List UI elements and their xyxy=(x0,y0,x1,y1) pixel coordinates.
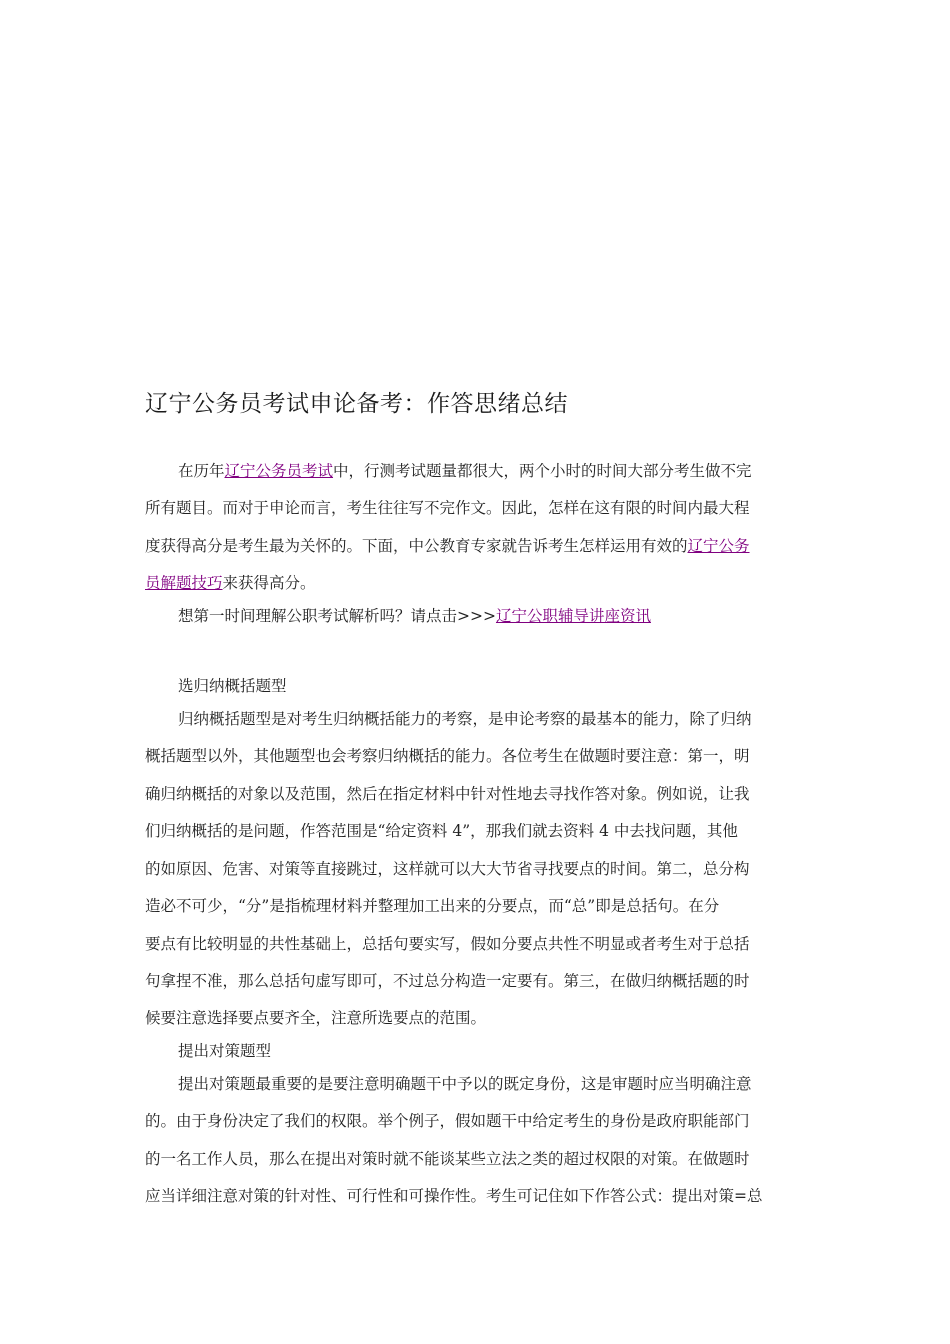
section-heading: 选归纳概括题型 xyxy=(178,677,287,695)
lecture-link[interactable]: 辽宁公职辅导讲座资讯 xyxy=(495,607,651,625)
intro-line-5 xyxy=(178,606,651,626)
intro-text: 中，行测考试题量都很大，两个小时的时间大部分考生做不完 xyxy=(333,462,752,480)
tips-link-continued[interactable]: 员解题技巧 xyxy=(145,574,223,592)
paragraph-line: 归纳概括题型是对考生归纳概括能力的考察，是申论考察的最基本的能力，除了归纳 xyxy=(178,710,752,728)
intro-line-2: 所有题目。而对于申论而言，考生往往写不完作文。因此，怎样在这有限的时间内最大程 xyxy=(145,499,750,517)
paragraph-line: 概括题型以外，其他题型也会考察归纳概括的能力。各位考生在做题时要注意：第一，明 xyxy=(145,747,750,765)
intro-text: 在历年 xyxy=(178,462,225,480)
intro-line-4 xyxy=(145,573,316,593)
section-heading: 提出对策题型 xyxy=(178,1042,272,1060)
intro-text: 度获得高分是考生最为关怀的。下面，中公教育专家就告诉考生怎样运用有效的 xyxy=(145,537,688,555)
paragraph-line: 的如原因、危害、对策等直接跳过，这样就可以大大节省寻找要点的时间。第二，总分构 xyxy=(145,860,750,878)
page-title: 辽宁公务员考试申论备考：作答思绪总结 xyxy=(145,391,568,417)
tips-link[interactable]: 辽宁公务 xyxy=(687,537,750,555)
paragraph-line: 造必不可少，“分”是指梳理材料并整理加工出来的分要点，而“总”即是总括句。在分 xyxy=(145,897,720,915)
paragraph-line: 们归纳概括的是问题，作答范围是“给定资料 4”，那我们就去资料 4 中去找问题，其他 xyxy=(145,822,738,840)
intro-text: 想第一时间理解公职考试解析吗？请点击>>> xyxy=(178,607,496,625)
paragraph-line: 候要注意选择要点要齐全，注意所选要点的范围。 xyxy=(145,1009,487,1027)
paragraph-line: 句拿捏不准，那么总括句虚写即可，不过总分构造一定要有。第三，在做归纳概括题的时 xyxy=(145,972,750,990)
intro-line-3 xyxy=(145,536,750,556)
intro-text: 来获得高分。 xyxy=(222,574,316,592)
paragraph-line: 的。由于身份决定了我们的权限。举个例子，假如题干中给定考生的身份是政府职能部门 xyxy=(145,1112,750,1130)
paragraph-line: 要点有比较明显的共性基础上，总括句要实写，假如分要点共性不明显或者考生对于总括 xyxy=(145,935,750,953)
paragraph-line: 应当详细注意对策的针对性、可行性和可操作性。考生可记住如下作答公式：提出对策=总 xyxy=(145,1187,763,1205)
intro-line-1 xyxy=(178,461,752,481)
paragraph-line: 的一名工作人员，那么在提出对策时就不能谈某些立法之类的超过权限的对策。在做题时 xyxy=(145,1150,750,1168)
exam-link[interactable]: 辽宁公务员考试 xyxy=(224,462,334,480)
paragraph-line: 提出对策题最重要的是要注意明确题干中予以的既定身份，这是审题时应当明确注意 xyxy=(178,1075,752,1093)
paragraph-line: 确归纳概括的对象以及范围，然后在指定材料中针对性地去寻找作答对象。例如说，让我 xyxy=(145,785,750,803)
